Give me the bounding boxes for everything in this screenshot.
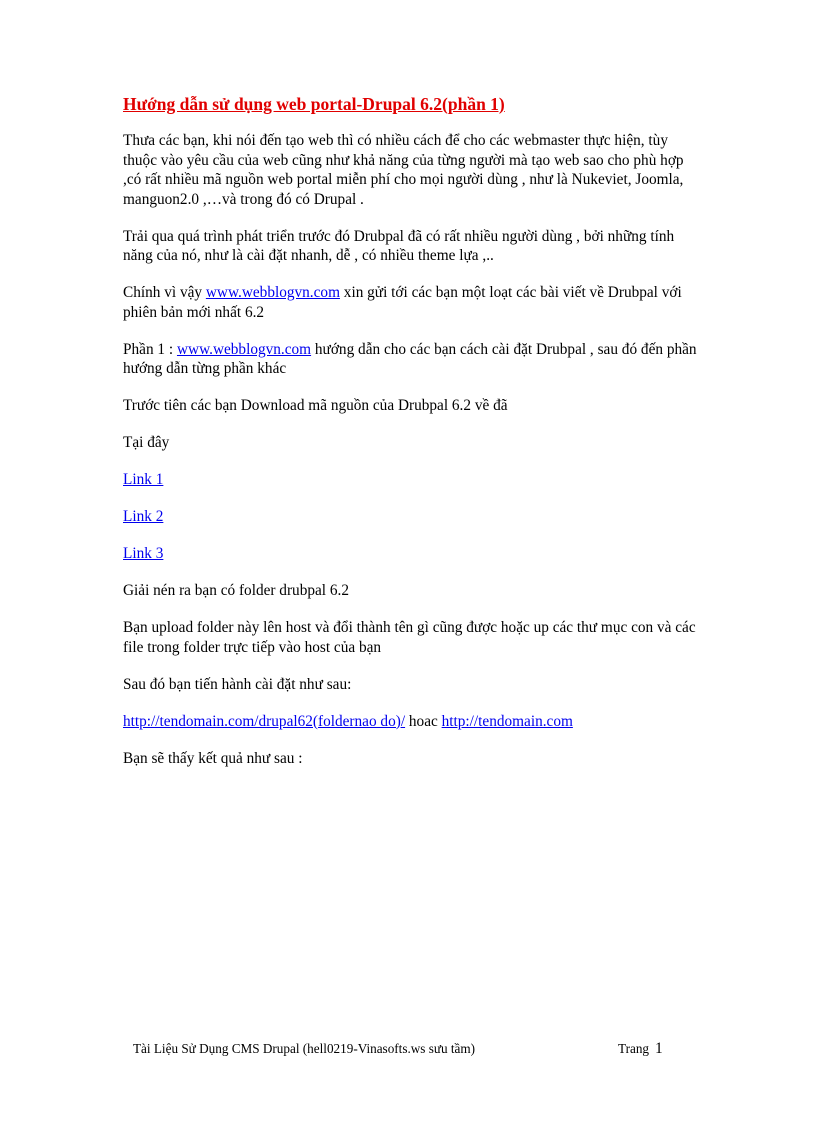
series-text-after: xin gửi tới các bạn một loạt các bài viết về Drubpal với phiên bản mới nhất 6.2 [123, 284, 682, 321]
link-1-paragraph [123, 470, 703, 490]
upload-paragraph: Bạn upload folder này lên host và đổi thành tên gì cũng được hoặc up các thư mục con và các file trong folder trực tiếp vào host của bạn [123, 619, 696, 656]
footer-document-title: Tài Liệu Sử Dụng CMS Drupal (hell0219-Vinasofts.ws sưu tầm) [133, 1041, 476, 1056]
part1-paragraph [123, 340, 703, 379]
webblogvn-link[interactable]: www.webblogvn.com [205, 284, 340, 301]
link-2-paragraph [123, 507, 703, 527]
document-body [123, 93, 703, 786]
history-paragraph: Trải qua quá trình phát triển trước đó Drubpal đã có rất nhiều người dùng , bởi những tính năng của nó, như là cài đặt nhanh, dễ , có nhiều theme lựa ,.. [123, 227, 675, 264]
intro-paragraph: Thưa các bạn, khi nói đến tạo web thì có nhiều cách để cho các webmaster thực hiện, tùy thuộc vào yêu cầu của web cũng như khả năng của từng người mà tạo web sao cho phù hợp ,có rất nhiều mã nguồn web portal miễn phí cho mọi người dùng , như là Nukeviet, Joomla, manguon2.0 ,…và trong đó có Drupal . [123, 132, 684, 208]
install-paragraph: Sau đó bạn tiến hành cài đặt như sau: [123, 675, 352, 693]
footer-page-number: 1 [655, 1040, 663, 1057]
download-paragraph: Trước tiên các bạn Download mã nguồn của Drubpal 6.2 về đã [123, 397, 508, 414]
here-paragraph: Tại đây [123, 434, 170, 451]
download-link-2[interactable]: Link 2 [123, 508, 164, 525]
result-paragraph: Bạn sẽ thấy kết quả như sau : [123, 749, 303, 767]
download-link-3[interactable]: Link 3 [123, 545, 164, 562]
install-url-link-2[interactable]: http://tendomain.com [441, 712, 573, 730]
part1-text-before: Phần 1 : [123, 340, 177, 358]
install-urls-paragraph [123, 712, 703, 732]
footer-page-indicator [618, 1040, 663, 1057]
footer-page-label: Trang [618, 1041, 650, 1056]
download-link-1[interactable]: Link 1 [123, 471, 164, 488]
install-url-link-1[interactable]: http://tendomain.com/drupal62(foldernao do)/ [123, 712, 406, 730]
link-3-paragraph [123, 544, 703, 564]
series-paragraph [123, 283, 703, 322]
webblogvn-link-2[interactable]: www.webblogvn.com [176, 340, 312, 358]
series-text-before: Chính vì vậy [123, 284, 206, 301]
document-title: Hướng dẫn sử dụng web portal-Drupal 6.2(phần 1) [123, 94, 505, 114]
install-urls-or: hoac [405, 712, 442, 730]
part1-text-after: hướng dẫn cho các bạn cách cài đặt Drubpal , sau đó đến phần hướng dẫn từng phần khác [123, 340, 697, 377]
extract-paragraph: Giải nén ra bạn có folder drubpal 6.2 [123, 582, 349, 599]
